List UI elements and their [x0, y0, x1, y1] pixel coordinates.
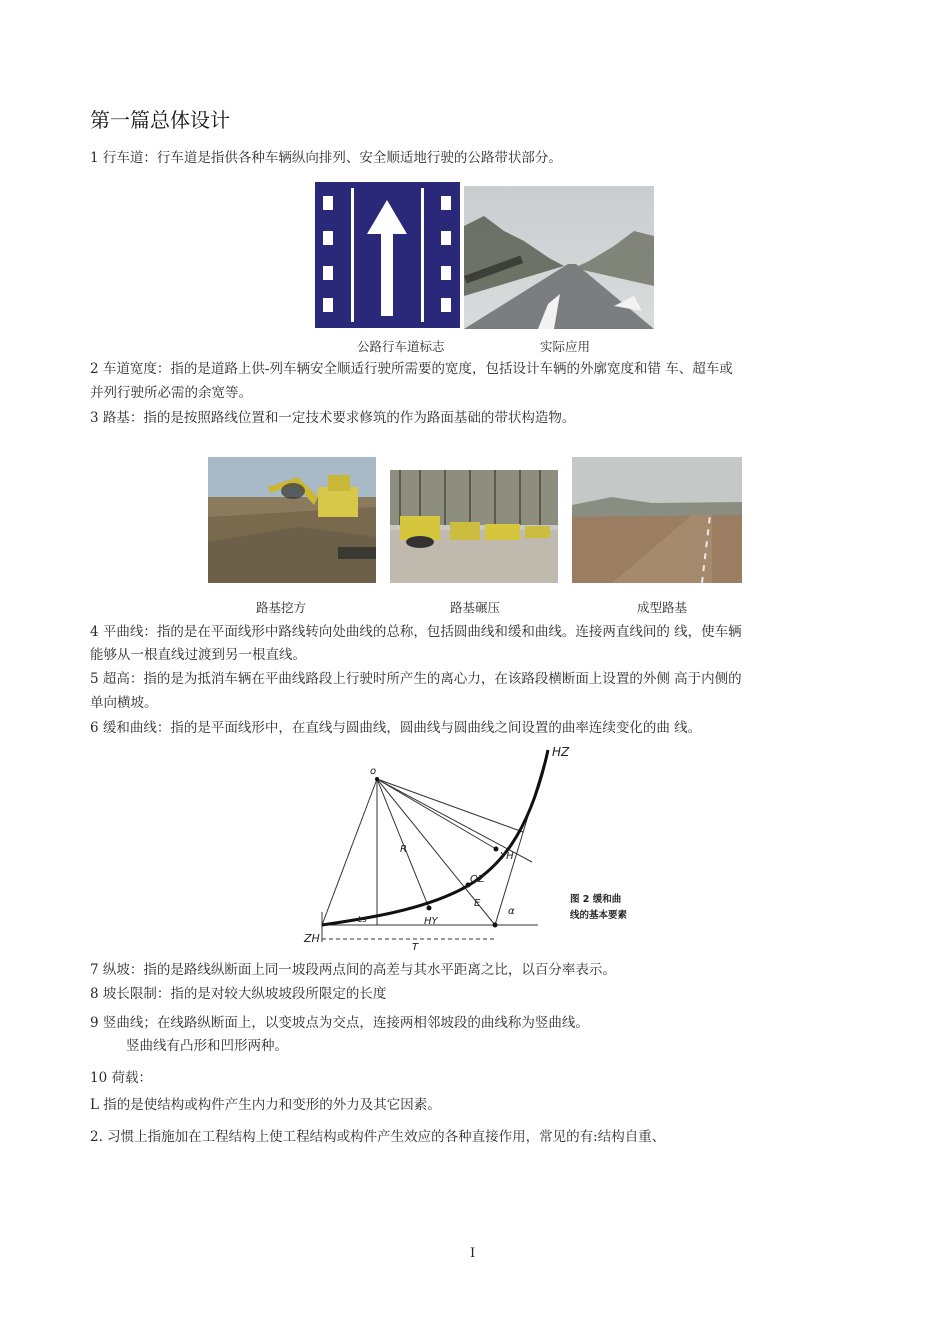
caption-lane-sign: 公路行车道标志: [357, 339, 445, 354]
transition-curve-diagram: [300, 742, 685, 954]
paragraph-transition-curve: 6 缓和曲线：指的是平面线形中，在直线与圆曲线，圆曲线与圆曲线之间设置的曲率连续变化的曲 线。: [90, 720, 702, 736]
paragraph-vertical-curve-2: 竖曲线有凸形和凹形两种。: [126, 1038, 288, 1054]
lane-sign-graphic: [315, 182, 460, 328]
diagram-caption-line2: 线的基本要素: [570, 910, 628, 921]
label-r: R: [400, 844, 407, 855]
caption-subgrade-done: 成型路基: [637, 600, 688, 615]
subgrade-cut-photo: [208, 457, 376, 583]
caption-subgrade-cut: 路基挖方: [256, 600, 307, 615]
paragraph-horizontal-curve-1: 4 平曲线：指的是在平面线形中路线转向处曲线的总称，包括圆曲线和缓和曲线。连接两直线间的 线，使车辆: [90, 624, 742, 640]
paragraph-load-2: 2. 习惯上指施加在工程结构上使工程结构或构件产生效应的各种直接作用，常见的有:结构自重、: [90, 1129, 666, 1145]
paragraph-lane: 1 行车道：行车道是指供各种车辆纵向排列、安全顺适地行驶的公路带状部分。: [90, 150, 562, 166]
label-center: o: [370, 766, 377, 777]
label-qz: QZ: [470, 874, 485, 885]
label-hy: HY: [424, 916, 438, 927]
paragraph-lane-width-2: 并列行驶所必需的余宽等。: [90, 385, 252, 401]
paragraph-superelevation-2: 单向横坡。: [90, 695, 158, 711]
label-yh: YH: [500, 851, 514, 862]
label-hz: HZ: [552, 745, 570, 759]
label-ls: Ls: [358, 915, 367, 924]
subgrade-done-photo: [572, 457, 742, 583]
subgrade-roll-photo: [390, 470, 558, 583]
transition-curve-svg: [300, 742, 685, 954]
paragraph-horizontal-curve-2: 能够从一根直线过渡到另一根直线。: [90, 647, 306, 663]
lane-sign-image: [315, 182, 460, 328]
caption-lane-actual: 实际应用: [540, 339, 591, 354]
paragraph-superelevation-1: 5 超高：指的是为抵消车辆在平曲线路段上行驶时所产生的离心力，在该路段横断面上设置的外侧 高于内侧的: [90, 671, 742, 687]
page-number: I: [470, 1246, 476, 1261]
label-t: T: [412, 942, 419, 953]
lane-road-photo: [464, 186, 654, 329]
page-title: 第一篇总体设计: [90, 108, 230, 132]
paragraph-load: 10 荷载：: [90, 1070, 152, 1086]
paragraph-subgrade: 3 路基：指的是按照路线位置和一定技术要求修筑的作为路面基础的带状构造物。: [90, 410, 576, 426]
paragraph-grade-length: 8 坡长限制：指的是对较大纵坡坡段所限定的长度: [90, 986, 387, 1002]
paragraph-lane-width-1: 2 车道宽度：指的是道路上供-列车辆安全顺适行驶所需要的宽度，包括设计车辆的外廓宽度和错 车、超车或: [90, 361, 733, 377]
paragraph-vertical-curve-1: 9 竖曲线；在线路纵断面上，以变坡点为交点，连接两相邻坡段的曲线称为竖曲线。: [90, 1015, 589, 1031]
label-e: E: [474, 898, 481, 909]
paragraph-grade: 7 纵坡：指的是路线纵断面上同一坡段两点间的高差与其水平距离之比，以百分率表示。: [90, 962, 616, 978]
paragraph-load-1: L 指的是使结构或构件产生内力和变形的外力及其它因素。: [90, 1097, 441, 1113]
label-zh: ZH: [304, 932, 320, 945]
caption-subgrade-roll: 路基碾压: [450, 600, 501, 615]
label-alpha: α: [508, 906, 515, 917]
diagram-caption-line1: 图 2 缓和曲: [570, 894, 622, 905]
